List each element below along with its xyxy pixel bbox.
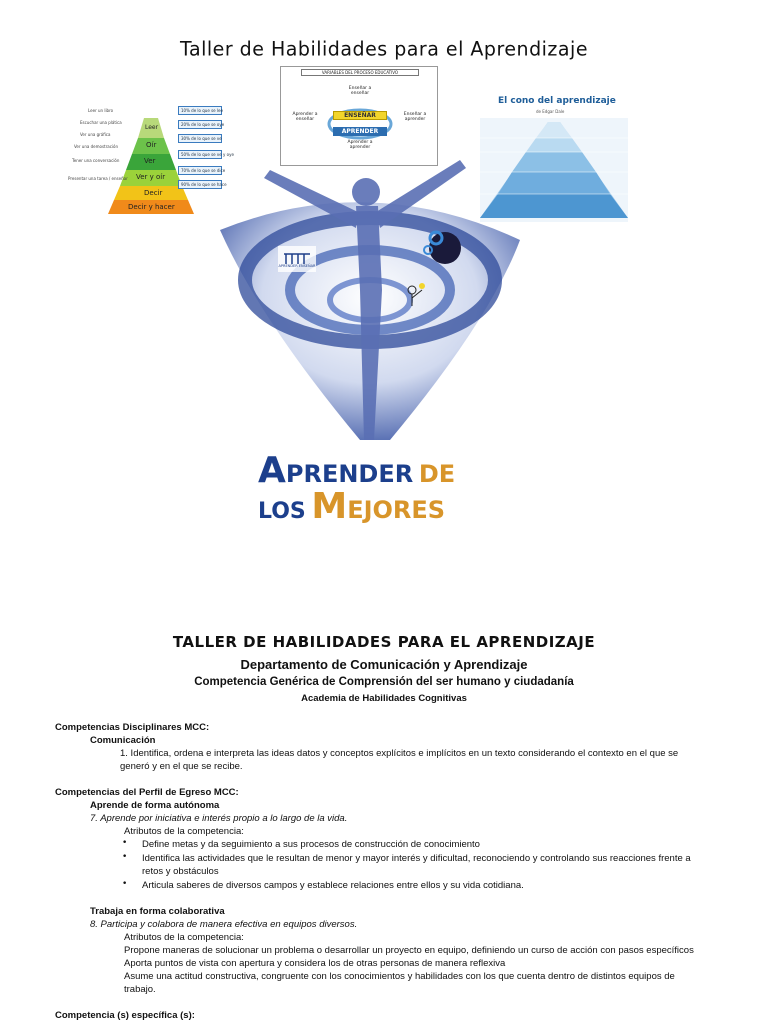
pyramid-right-label: 30% de lo que se ve: [178, 134, 222, 143]
item-8: 8. Participa y colabora de manera efectiva en equipos diversos.: [90, 919, 358, 930]
bullet-2-line-2: retos y obstáculos: [142, 866, 219, 877]
bullet-3: Articula saberes de diversos campos y establece relaciones entre ellos y su vida cotidiana.: [142, 880, 524, 891]
pyramid-left-label: Ver una gráfica: [80, 132, 111, 137]
bullet-1: Define metas y da seguimiento a sus procesos de construcción de conocimiento: [142, 839, 480, 850]
cover-title: Taller de Habilidades para el Aprendizaje: [179, 37, 589, 61]
collab-attribute-3-line-2: trabajo.: [124, 984, 156, 995]
pyramid-level-5: Decir: [144, 189, 163, 197]
cone-subtitle: de Edgar Dale: [536, 109, 565, 114]
generic-competence: Competencia Genérica de Comprensión del ser humano y ciudadanía: [194, 676, 574, 688]
ensenar-badge: ENSEÑAR: [333, 111, 387, 120]
logo-word-los: LOS: [258, 499, 306, 524]
pyramid-level-2: Oír: [146, 141, 157, 149]
variables-header: VARIABLES DEL PROCESO EDUCATIVO: [301, 69, 419, 76]
pyramid-left-label: Escuchar una plática: [80, 120, 122, 125]
egreso-heading: Competencias del Perfil de Egreso MCC:: [55, 787, 239, 798]
bullet-2-line-1: Identifica las actividades que le resultan de menor y mayor interés y dificultad, reconociendo y controlando sus reacciones frente a: [142, 853, 691, 864]
department-name: Departamento de Comunicación y Aprendizaje: [240, 657, 528, 672]
logo-letter-m: M: [311, 486, 348, 527]
communication-label: Comunicación: [90, 735, 156, 746]
bullet-icon: •: [122, 852, 128, 862]
spiral-figure-graphic: [160, 150, 580, 450]
logo-word-prender: PRENDER: [285, 460, 414, 488]
academy-name: Academia de Habilidades Cognitivas: [301, 693, 467, 704]
document-title: TALLER DE HABILIDADES PARA EL APRENDIZAJE: [172, 633, 596, 651]
item-7: 7. Aprende por iniciativa e interés propio a lo largo de la vida.: [90, 813, 348, 824]
pyramid-right-label: 50% de lo que se ve y oye: [178, 150, 222, 159]
pyramid-left-label: Presentar una tarea / enseñar: [68, 176, 128, 181]
logo-letter-a: A: [258, 450, 286, 491]
bullet-icon: •: [122, 838, 128, 848]
pyramid-level-3: Ver: [144, 157, 156, 165]
attributes-label: Atributos de la competencia:: [124, 826, 244, 837]
logo-line-1: [258, 450, 455, 491]
pyramid-right-label: 70% de lo que se dice: [178, 166, 222, 175]
logo-line-2: [258, 486, 445, 527]
collab-attribute-3-line-1: Asume una actitud constructiva, congruente con los conocimientos y habilidades con los que cuenta dentro de distintos equipos de: [124, 971, 675, 982]
communication-item-line-2: generó y en el que se recibe.: [120, 761, 243, 772]
pyramid-right-label: 20% de lo que se oye: [178, 120, 222, 129]
specific-competence-heading: Competencia (s) específica (s):: [55, 1010, 195, 1021]
pyramid-level-4: Ver y oír: [136, 173, 166, 181]
autonomous-label: Aprende de forma autónoma: [90, 800, 220, 811]
logo-word-ejores: EJORES: [347, 496, 446, 524]
collab-attribute-1: Propone maneras de solucionar un problema o desarrollar un proyecto en equipo, definiendo un curso de acción con pasos específicos: [124, 945, 694, 956]
disciplinary-heading: Competencias Disciplinares MCC:: [55, 722, 210, 733]
aprender-badge: APRENDER: [333, 127, 387, 136]
communication-item-line-1: 1. Identifica, ordena e interpreta las ideas datos y conceptos explícitos e implícitos en un texto considerando el contexto en el que se: [120, 748, 679, 759]
collaborative-label: Trabaja en forma colaborativa: [90, 906, 225, 917]
learning-figure-illustration: [160, 150, 580, 450]
collab-attribute-2: Aporta puntos de vista con apertura y considera los de otras personas de manera reflexiva: [124, 958, 506, 969]
pyramid-left-label: Tener una conversación: [72, 158, 120, 163]
pyramid-level-1: Leer: [145, 124, 159, 131]
pyramid-left-label: Ver una demostración: [74, 144, 118, 149]
pyramid-left-label: Leer un libro: [88, 108, 114, 113]
hero-plaque-label: APRENDER ENSEÑAR: [278, 264, 316, 268]
logo-word-de: DE: [418, 460, 456, 488]
pyramid-right-label: 90% de lo que se hace: [178, 180, 222, 189]
attributes-label-2: Atributos de la competencia:: [124, 932, 244, 943]
variables-bottom: Aprender a aprender: [347, 140, 373, 150]
pyramid-level-6: Decir y hacer: [128, 203, 175, 211]
variables-right: Enseñar a aprender: [403, 112, 427, 122]
variables-left: Aprender a enseñar: [292, 112, 318, 122]
cone-title: El cono del aprendizaje: [498, 96, 616, 106]
variables-top: Enseñar a enseñar: [348, 86, 372, 96]
bullet-icon: •: [122, 879, 128, 889]
pyramid-right-label: 10% de lo que se lee: [178, 106, 222, 115]
